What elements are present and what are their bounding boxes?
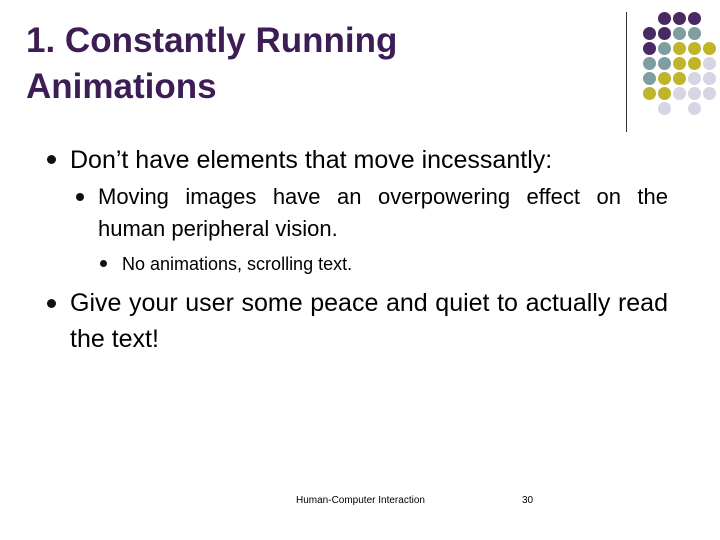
bullet-1-text: Don’t have elements that move incessantly: — [70, 146, 553, 174]
decorative-dot — [703, 87, 716, 100]
bullet-2-text: Give your user some peace and quiet to actually read the text! — [70, 289, 668, 353]
decorative-dot — [658, 42, 671, 55]
bullet-marker — [76, 193, 84, 201]
footer-page-number: 30 — [522, 495, 534, 506]
slide-title-line-2: Animations — [26, 67, 217, 106]
decorative-dot — [703, 42, 716, 55]
bullet-marker — [47, 299, 56, 308]
footer-course-name: Human-Computer Interaction — [296, 495, 425, 506]
decorative-dot — [658, 72, 671, 85]
decorative-dot — [673, 72, 686, 85]
decorative-dot — [673, 87, 686, 100]
decorative-dot — [673, 42, 686, 55]
bullet-marker — [100, 260, 107, 267]
decorative-dot — [688, 72, 701, 85]
decorative-dot — [703, 72, 716, 85]
decorative-dot-grid — [0, 0, 720, 140]
decorative-dot — [688, 27, 701, 40]
decorative-dot — [688, 12, 701, 25]
bullet-1-sub-sub-text: No animations, scrolling text. — [122, 254, 353, 274]
decorative-dot — [658, 57, 671, 70]
decorative-dot — [658, 102, 671, 115]
decorative-dot — [658, 27, 671, 40]
decorative-dot — [658, 87, 671, 100]
decorative-dot — [643, 42, 656, 55]
decorative-dot — [688, 42, 701, 55]
decorative-dot — [643, 27, 656, 40]
decorative-dot — [673, 57, 686, 70]
decorative-dot — [658, 12, 671, 25]
decorative-dot — [643, 57, 656, 70]
decorative-dot — [688, 57, 701, 70]
slide-title-line-1: 1. Constantly Running — [26, 21, 398, 60]
bullet-1-sub-text: Moving images have an overpowering effect on the human peripheral vision. — [98, 184, 668, 241]
decorative-dot — [673, 27, 686, 40]
bullet-marker — [47, 155, 56, 164]
decorative-dot — [703, 57, 716, 70]
decorative-dot — [643, 72, 656, 85]
decorative-dot — [688, 87, 701, 100]
decorative-dot — [673, 12, 686, 25]
decorative-dot — [643, 87, 656, 100]
decorative-dot — [688, 102, 701, 115]
